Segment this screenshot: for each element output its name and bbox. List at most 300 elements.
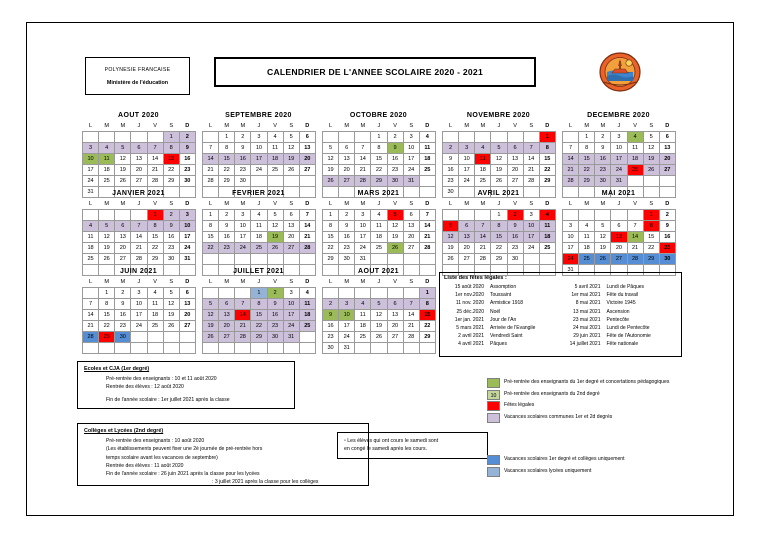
day-cell: 14 (419, 221, 435, 232)
empty-cell (83, 288, 99, 299)
weekday-header: J (137, 123, 141, 129)
legend-label: Vacances scolaires lycées uniquement (504, 467, 592, 474)
weekday-header-row (443, 199, 556, 210)
day-cell: 20 (115, 243, 131, 254)
weekday-header: V (153, 201, 157, 207)
day-cell: 18 (579, 243, 595, 254)
empty-cell (267, 254, 283, 265)
day-cell: 22 (643, 243, 659, 254)
day-cell: 17 (339, 321, 355, 332)
weekday-header: L (449, 201, 453, 207)
day-cell: 29 (491, 254, 507, 265)
holiday-name: Vendredi Saint (490, 333, 523, 340)
week-row (203, 243, 316, 254)
day-cell: 28 (147, 176, 163, 187)
month-title: AOUT 2021 (358, 268, 399, 275)
day-cell: 20 (131, 165, 147, 176)
day-cell: 1 (643, 210, 659, 221)
legend-label: Vacances scolaires 1er degré et collèges uniquement (504, 456, 625, 462)
day-cell: 6 (507, 143, 523, 154)
day-cell: 10 (523, 221, 539, 232)
day-cell: 24 (283, 321, 299, 332)
weekday-header: S (289, 201, 294, 207)
day-cell: 19 (115, 165, 131, 176)
holidays-column-right (561, 283, 678, 349)
weekday-header: J (257, 279, 261, 285)
weekday-header: M (120, 279, 126, 285)
day-cell: 15 (147, 232, 163, 243)
day-cell: 15 (643, 232, 659, 243)
empty-cell (99, 343, 115, 354)
day-cell: 17 (523, 232, 539, 243)
day-cell: 24 (83, 176, 99, 187)
weekday-header: V (633, 123, 637, 129)
empty-cell (163, 343, 179, 354)
empty-cell (131, 210, 147, 221)
legend-row (487, 455, 697, 465)
day-cell: 2 (339, 210, 355, 221)
day-cell: 15 (251, 310, 267, 321)
day-cell: 30 (507, 254, 523, 265)
weekday-header: J (137, 201, 141, 207)
week-row (83, 154, 196, 165)
empty-cell (371, 254, 387, 265)
ecoles-heading: Ecoles et CJA (1er degré) (84, 366, 150, 372)
week-row (203, 321, 316, 332)
weekday-header: S (649, 201, 654, 207)
day-cell: 18 (83, 243, 99, 254)
day-cell: 5 (595, 221, 611, 232)
month-grid (82, 121, 196, 198)
day-cell: 16 (443, 165, 459, 176)
holiday-name: Lundi de Pâques (606, 284, 645, 290)
saturday-note-box (337, 432, 488, 459)
colleges-heading: Collèges et Lycées (2nd degré) (84, 428, 164, 434)
day-cell: 14 (355, 154, 371, 165)
month-title: NOVEMBRE 2020 (466, 112, 531, 119)
month-title: JUILLET 2021 (233, 268, 284, 275)
weekday-header: M (344, 279, 350, 285)
holiday-date: 15 août 2020 (454, 284, 484, 290)
weekday-header: D (185, 123, 190, 129)
empty-cell (491, 132, 507, 143)
empty-cell (475, 132, 491, 143)
day-cell: 29 (371, 176, 387, 187)
weekday-header: S (649, 123, 654, 129)
day-cell: 27 (283, 243, 299, 254)
day-cell: 6 (387, 299, 403, 310)
day-cell: 20 (387, 321, 403, 332)
day-cell: 19 (443, 243, 459, 254)
day-cell: 2 (219, 210, 235, 221)
week-row (203, 154, 316, 165)
month-block (202, 112, 315, 198)
day-cell: 4 (419, 132, 435, 143)
day-cell: 21 (475, 243, 491, 254)
holiday-row (561, 291, 678, 299)
day-cell: 18 (251, 232, 267, 243)
month-grid (562, 121, 676, 198)
day-cell: 16 (235, 154, 251, 165)
empty-cell (83, 132, 99, 143)
week-row (443, 210, 556, 221)
day-cell: 15 (163, 154, 179, 165)
weekday-header: D (305, 201, 310, 207)
day-cell: 21 (235, 321, 251, 332)
weekday-header: M (224, 201, 230, 207)
empty-cell (323, 288, 339, 299)
month-title: SEPTEMBRE 2020 (225, 112, 292, 119)
months-row-3 (82, 268, 442, 354)
day-cell: 7 (147, 143, 163, 154)
legend-swatch (487, 378, 500, 388)
holiday-name: Victoire 1945 (606, 300, 636, 307)
day-cell: 4 (251, 210, 267, 221)
weekday-header: V (393, 279, 397, 285)
day-cell: 21 (419, 232, 435, 243)
day-cell: 30 (323, 343, 339, 354)
day-cell: 15 (99, 310, 115, 321)
week-row (83, 332, 196, 343)
day-cell: 13 (299, 143, 315, 154)
empty-cell (203, 343, 219, 354)
holiday-row (561, 283, 678, 291)
day-cell: 5 (267, 210, 283, 221)
week-row (563, 154, 676, 165)
empty-cell (251, 343, 267, 354)
day-cell: 27 (459, 254, 475, 265)
legend-row (487, 401, 697, 411)
day-cell: 28 (475, 254, 491, 265)
day-cell: 25 (83, 254, 99, 265)
weekday-header: L (209, 279, 213, 285)
day-cell: 5 (387, 210, 403, 221)
day-cell: 15 (203, 232, 219, 243)
calendar-title-box (214, 57, 536, 87)
weekday-header: D (425, 279, 430, 285)
week-row (203, 176, 316, 187)
empty-cell (299, 176, 315, 187)
holiday-row (561, 299, 678, 307)
weekday-header: D (545, 123, 550, 129)
weekday-header: M (104, 201, 110, 207)
empty-cell (147, 343, 163, 354)
day-cell: 31 (563, 265, 579, 276)
day-cell: 5 (643, 132, 659, 143)
day-cell: 26 (443, 254, 459, 265)
weekday-header-row (563, 121, 676, 132)
day-cell: 4 (99, 143, 115, 154)
day-cell: 19 (99, 243, 115, 254)
holiday-name: Ascension (606, 308, 630, 315)
day-cell: 20 (179, 310, 195, 321)
day-cell: 22 (163, 165, 179, 176)
empty-cell (235, 343, 251, 354)
day-cell: 11 (475, 154, 491, 165)
legend-row (487, 467, 697, 477)
day-cell: 26 (371, 332, 387, 343)
day-cell: 19 (491, 165, 507, 176)
week-row (323, 299, 436, 310)
weekday-header: M (360, 201, 366, 207)
empty-cell (387, 343, 403, 354)
day-cell: 22 (371, 165, 387, 176)
weekday-header: D (185, 201, 190, 207)
day-cell: 22 (323, 243, 339, 254)
day-cell: 1 (579, 132, 595, 143)
empty-cell (403, 288, 419, 299)
week-row (83, 165, 196, 176)
month-block (202, 268, 315, 354)
weekday-header: M (480, 201, 486, 207)
weekday-header-row (83, 277, 196, 288)
holiday-row (561, 340, 678, 348)
ecoles-line-3: Fin de l'année scolaire : 1er juillet 2021 après la classe (106, 396, 230, 403)
day-cell: 29 (323, 254, 339, 265)
empty-cell (235, 254, 251, 265)
day-cell: 14 (299, 221, 315, 232)
day-cell: 13 (659, 143, 675, 154)
legend-label: Pré-rentrée des enseignants du 1er degré et concertations pédagogiques (504, 379, 670, 385)
empty-cell (403, 254, 419, 265)
holidays-column-left (444, 283, 561, 349)
day-cell: 21 (147, 165, 163, 176)
weekday-header: S (169, 279, 174, 285)
holiday-row (561, 332, 678, 340)
legend-swatch: 10 (487, 390, 500, 400)
holiday-name: Armistice 1918 (490, 300, 524, 307)
day-cell: 18 (147, 310, 163, 321)
day-cell: 2 (323, 299, 339, 310)
weekday-header: D (665, 201, 670, 207)
week-row (203, 143, 316, 154)
holiday-date: 5 mars 2021 (456, 325, 484, 332)
legal-holidays-box (439, 272, 682, 357)
day-cell: 13 (459, 232, 475, 243)
holiday-row (444, 324, 561, 332)
day-cell: 19 (643, 154, 659, 165)
day-cell: 28 (627, 254, 643, 265)
weekday-header: M (240, 279, 246, 285)
empty-cell (179, 343, 195, 354)
day-cell: 21 (299, 232, 315, 243)
day-cell: 21 (131, 243, 147, 254)
week-row (203, 288, 316, 299)
day-cell: 26 (115, 176, 131, 187)
weekday-header: L (209, 123, 213, 129)
day-cell: 13 (507, 154, 523, 165)
colleges-line-1: Pré-rentrée des enseignants : 10 août 2020 (106, 438, 205, 444)
week-row (323, 232, 436, 243)
month-title: AVRIL 2021 (477, 190, 520, 197)
weekday-header: V (273, 123, 277, 129)
month-grid (82, 199, 196, 276)
empty-cell (419, 176, 435, 187)
day-cell: 21 (203, 165, 219, 176)
day-cell: 13 (387, 310, 403, 321)
day-cell: 29 (579, 176, 595, 187)
weekday-header: J (617, 123, 621, 129)
week-row (323, 176, 436, 187)
day-cell: 12 (283, 143, 299, 154)
week-row (323, 288, 436, 299)
day-cell: 18 (267, 154, 283, 165)
day-cell: 20 (611, 243, 627, 254)
day-cell: 16 (595, 154, 611, 165)
month-block (562, 190, 675, 276)
day-cell: 27 (659, 165, 675, 176)
empty-cell (267, 176, 283, 187)
day-cell: 28 (419, 243, 435, 254)
empty-cell (283, 343, 299, 354)
weekday-header: M (360, 279, 366, 285)
day-cell: 17 (459, 165, 475, 176)
day-cell: 3 (83, 143, 99, 154)
day-cell: 12 (115, 154, 131, 165)
day-cell: 13 (283, 221, 299, 232)
week-row (203, 310, 316, 321)
day-cell: 3 (235, 210, 251, 221)
holiday-row (444, 340, 561, 348)
colleges-line-3: temps scolaire avant les vacances de septembre) (106, 454, 218, 461)
holiday-date: 13 mai 2021 (572, 308, 601, 315)
weekday-header: V (393, 201, 397, 207)
day-cell: 9 (267, 299, 283, 310)
day-cell: 1 (203, 210, 219, 221)
day-cell: 29 (99, 332, 115, 343)
holiday-date: 4 avril 2021 (458, 341, 484, 348)
day-cell: 30 (235, 176, 251, 187)
weekday-header: S (169, 123, 174, 129)
day-cell: 5 (203, 299, 219, 310)
day-cell: 29 (643, 254, 659, 265)
day-cell: 6 (131, 143, 147, 154)
day-cell: 11 (627, 143, 643, 154)
day-cell: 8 (99, 299, 115, 310)
weekday-header: L (209, 201, 213, 207)
day-cell: 6 (611, 221, 627, 232)
week-row (83, 254, 196, 265)
day-cell: 11 (147, 299, 163, 310)
day-cell: 12 (371, 310, 387, 321)
day-cell: 3 (459, 143, 475, 154)
holiday-name: Toussaint (490, 292, 512, 299)
colleges-line-6: : 3 juillet 2021 après la classe pour les collèges (212, 479, 319, 486)
empty-cell (179, 332, 195, 343)
day-cell: 16 (179, 154, 195, 165)
day-cell: 10 (403, 143, 419, 154)
empty-cell (203, 132, 219, 143)
holiday-date: 2 avril 2021 (458, 333, 484, 340)
day-cell: 7 (475, 221, 491, 232)
week-row (323, 310, 436, 321)
week-row (203, 132, 316, 143)
holiday-date: 8 mai 2021 (575, 300, 601, 307)
weekday-header: V (633, 201, 637, 207)
day-cell: 24 (235, 243, 251, 254)
day-cell: 23 (659, 243, 675, 254)
day-cell: 10 (339, 310, 355, 321)
day-cell: 10 (251, 143, 267, 154)
ministry-line-2: Ministère de l'éducation (106, 79, 169, 86)
weekday-header: L (449, 123, 453, 129)
day-cell: 31 (283, 332, 299, 343)
day-cell: 2 (235, 132, 251, 143)
day-cell: 18 (299, 310, 315, 321)
legend-swatch (487, 413, 500, 423)
day-cell: 25 (371, 243, 387, 254)
day-cell: 10 (179, 221, 195, 232)
day-cell: 16 (115, 310, 131, 321)
day-cell: 22 (419, 321, 435, 332)
day-cell: 27 (131, 176, 147, 187)
day-cell: 14 (403, 310, 419, 321)
day-cell: 14 (563, 154, 579, 165)
day-cell: 30 (595, 176, 611, 187)
day-cell: 10 (283, 299, 299, 310)
day-cell: 5 (323, 143, 339, 154)
empty-cell (459, 210, 475, 221)
day-cell: 12 (387, 221, 403, 232)
day-cell: 17 (355, 232, 371, 243)
empty-cell (403, 343, 419, 354)
weekday-header: D (545, 201, 550, 207)
day-cell: 22 (491, 243, 507, 254)
day-cell: 22 (147, 243, 163, 254)
day-cell: 15 (371, 154, 387, 165)
month-block (322, 112, 435, 198)
empty-cell (419, 254, 435, 265)
day-cell: 4 (299, 288, 315, 299)
weekday-header: L (569, 201, 573, 207)
day-cell: 1 (147, 210, 163, 221)
weekday-header: V (153, 123, 157, 129)
day-cell: 11 (419, 143, 435, 154)
day-cell: 15 (491, 232, 507, 243)
day-cell: 17 (83, 165, 99, 176)
empty-cell (299, 332, 315, 343)
weekday-header: M (464, 201, 470, 207)
day-cell: 14 (147, 154, 163, 165)
day-cell: 27 (387, 332, 403, 343)
day-cell: 6 (403, 210, 419, 221)
day-cell: 7 (299, 210, 315, 221)
day-cell: 20 (219, 321, 235, 332)
day-cell: 24 (563, 254, 579, 265)
day-cell: 28 (131, 254, 147, 265)
weekday-header: M (104, 279, 110, 285)
day-cell: 27 (219, 332, 235, 343)
day-cell: 10 (235, 221, 251, 232)
day-cell: 13 (339, 154, 355, 165)
day-cell: 10 (563, 232, 579, 243)
day-cell: 2 (595, 132, 611, 143)
day-cell: 1 (539, 132, 555, 143)
day-cell: 7 (523, 143, 539, 154)
week-row (83, 221, 196, 232)
week-row (203, 210, 316, 221)
weekday-header: D (425, 123, 430, 129)
empty-cell (131, 332, 147, 343)
day-cell: 3 (563, 221, 579, 232)
day-cell: 2 (267, 288, 283, 299)
holiday-name: Pâques (490, 341, 507, 348)
day-cell: 6 (339, 143, 355, 154)
month-block (82, 112, 195, 198)
day-cell: 14 (235, 310, 251, 321)
day-cell: 28 (83, 332, 99, 343)
week-row (83, 299, 196, 310)
